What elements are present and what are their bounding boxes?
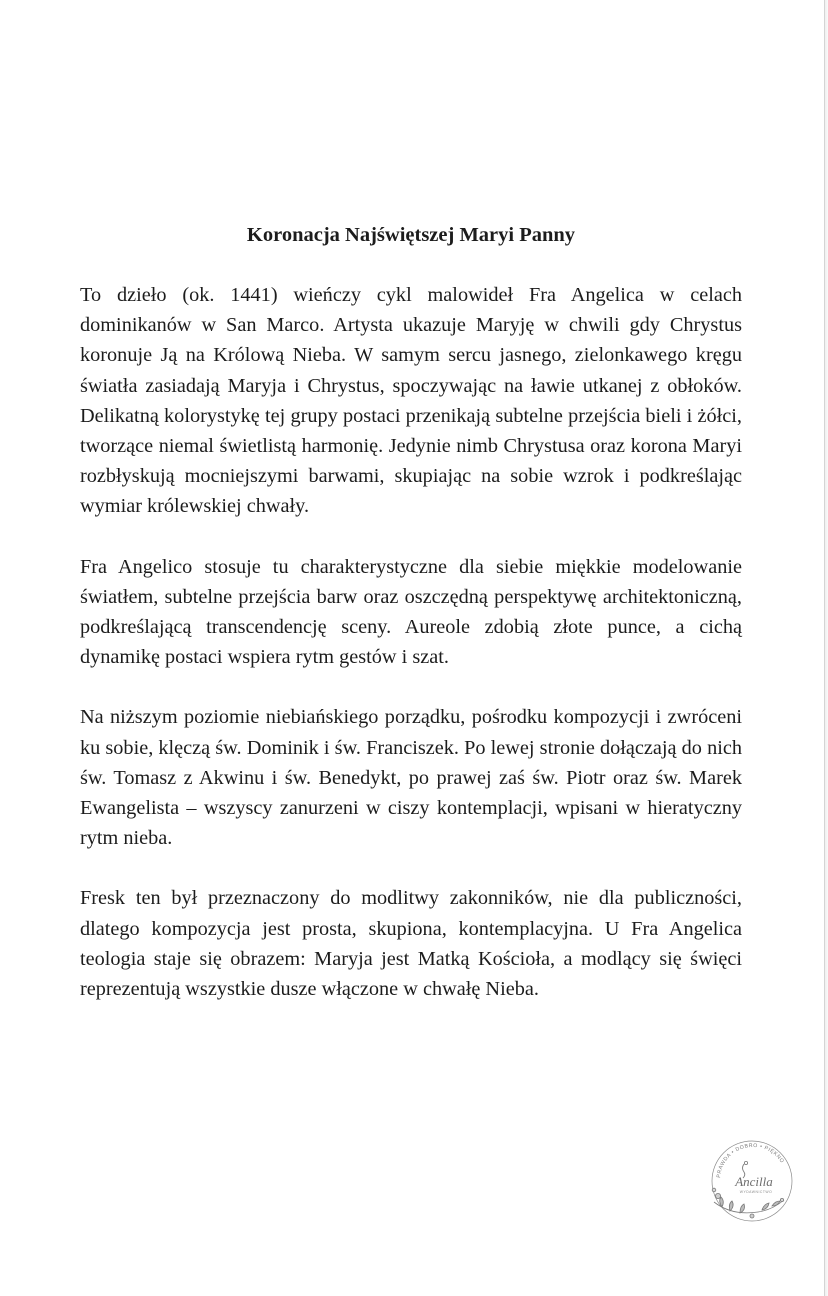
paragraph-1: To dzieło (ok. 1441) wieńczy cykl malowideł Fra Angelica w celach dominikanów w San Marco. Artysta ukazuje Maryję w chwili gdy Chrystus koronuje Ją na Królową Nieba. W samym sercu jasnego, zielonkawego kręgu światła zasiadają Maryja i Chrystus, spoczywając na ławie utkanej z obłoków. Delikatną kolorystykę tej grupy postaci przenikają subtelne przejścia bieli i żółci, tworzące niemal świetlistą harmonię. Jedynie nimb Chrystusa oraz korona Maryi rozbłyskują mocniejszymi barwami, skupiając na sobie wzrok i podkreślając wymiar królewskiej chwały.: [80, 284, 742, 518]
logo-motto: PRAWDA • DOBRO • PIĘKNO: [715, 1142, 786, 1179]
logo-name: Ancilla: [735, 1174, 773, 1189]
paragraph-2: Fra Angelico stosuje tu charakterystyczne dla siebie miękkie modelowanie światłem, subtelne przejścia barw oraz oszczędną perspektywę architektoniczną, podkreślającą transcendencję sceny. Aureole zdobią złote punce, a cichą dynamikę postaci wspiera rytm gestów i szat.: [80, 555, 742, 669]
document-body: [80, 280, 742, 1034]
paragraph-3: Na niższym poziomie niebiańskiego porządku, pośrodku kompozycji i zwróceni ku sobie, klęczą św. Dominik i św. Franciszek. Po lewej stronie dołączają do nich św. Tomasz z Akwinu i św. Benedykt, po prawej zaś św. Piotr oraz św. Marek Ewangelista – wszyscy zanurzeni w ciszy kontemplacji, wpisani w hieratyczny rytm nieba.: [80, 706, 742, 850]
document-title: Koronacja Najświętszej Maryi Panny: [246, 224, 576, 246]
logo-subtitle: WYDAWNICTWO: [739, 1190, 773, 1194]
page-edge: [824, 0, 825, 1296]
ancilla-publisher-logo: [700, 1130, 800, 1230]
paragraph-4: Fresk ten był przeznaczony do modlitwy zakonników, nie dla publiczności, dlatego kompozycja jest prosta, skupiona, kontemplacyjna. U Fra Angelica teologia staje się obrazem: Maryja jest Matką Kościoła, a modlący się święci reprezentują wszystkie dusze włączone w chwałę Nieba.: [80, 887, 742, 1001]
